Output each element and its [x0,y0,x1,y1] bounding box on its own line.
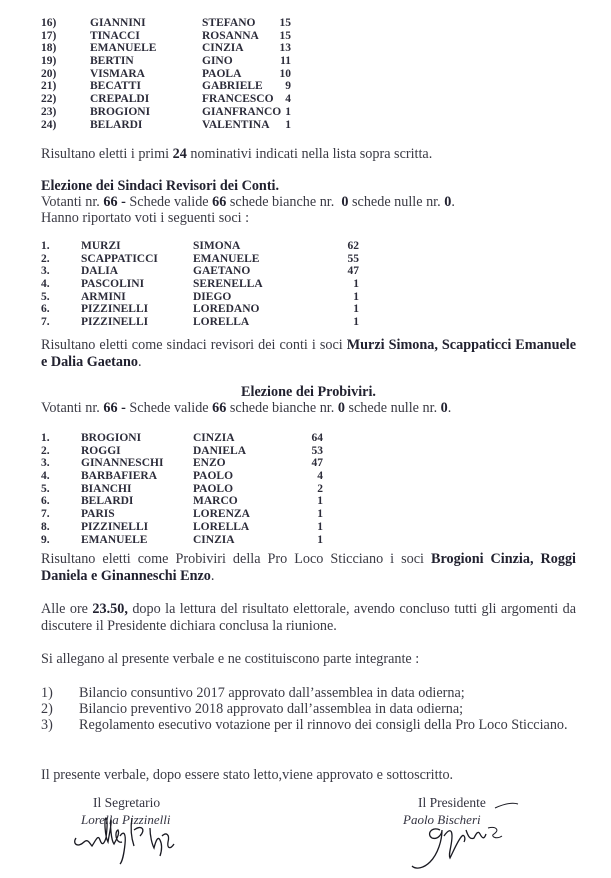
votes-cell: 47 [347,265,359,278]
attachments-intro: Si allegano al presente verbale e ne costituiscono parte integrante : [41,651,420,667]
first-name-cell: MARCO [193,495,238,508]
first-name-cell: GINO [202,55,233,68]
row-number: 1. [41,432,50,444]
votes-cell: 1 [353,278,359,291]
row-number: 3. [41,265,50,278]
surname-cell: BECATTI [90,80,141,93]
votes-cell: 1 [317,495,323,508]
first-name-cell: LORENZA [193,508,250,521]
votes-cell: 4 [317,470,323,483]
surname-cell: PASCOLINI [81,278,145,291]
row-number: 9. [41,533,50,546]
row-number: 2. [41,444,50,457]
first-name-cell: LORELLA [193,316,250,329]
row-number: 2. [41,252,50,265]
revisori-intro: Hanno riportato voti i seguenti soci : [41,210,250,226]
first-name-cell: GABRIELE [202,80,263,93]
votes-cell: 11 [280,55,291,68]
row-number: 18) [41,42,57,55]
revisori-votes-line: Votanti nr. 66 - Schede valide 66 schede bianche nr. 0 schede nulle nr. 0. [41,194,455,210]
document-page: 16) GIANNINI STEFANO 15 17) TINACCI ROSANNA 15 18) EMANUELE CINZIA 13 19) BERTIN GINO 11 20) VISMARA PAOLA 10 21) BECATTI GABRIELE 9 22) CREPALDI FRANCESCO 4 23) BROGIONI GIANFRANCO 1 24) BELARDI VALENTINA 1 Risultano eletti i primi 24 nominativi indicati nella lista sopra scritta. Elezione dei Sindaci Revisori dei Conti. Votanti nr. 66 - Schede valide 66 schede bianche nr. 0 schede nulle nr. 0. Hanno riportato voti i seguenti soci : 1. MURZI SIMONA 62 2. SCAPPATICCI EMANUELE 55 3. DALIA GAETANO 47 4. PASCOLINI SERENELLA 1 5. ARMINI DIEGO 1 6. PIZZINELLI LOREDANO 1 7. PIZZINELLI LORELLA 1 Risultano eletti come sindaci revisori dei conti i soci Murzi Simona, Scappaticci Emanuele e Dalia Gaetano. Elezione dei Probiviri. Votanti nr. 66 - Schede valide 66 schede bianche nr. 0 schede nulle nr. 0. 1. BROGIONI CINZIA 64 2. ROGGI DANIELA 53 3. GINANNESCHI ENZO 47 4. BARBAFIERA PAOLO 4 5. BIANCHI PAOLO 2 6. BELARDI MARCO 1 7. PARIS LORENZA 1 8. PIZZINELLI LORELLA 1 9. EMANUELE CINZIA 1 Risultano eletti come Probiviri della Pro Loco Sticciano i soci Brogioni Cinzia, Roggi Daniela e Ginanneschi Enzo. Alle ore 23.50, dopo la lettura del risultato elettorale, avendo concluso tutti gli argomenti da discutere il Presidente dichiara conclusa la riunione. Si allegano al presente verbale e ne costituiscono parte integrante : 1) Bilancio consuntivo 2017 approvato dall’assemblea in data odierna; 2) Bilancio preventivo 2018 approvato dall’assemblea in data odierna; 3) Regolamento esecutivo votazione per il rinnovo dei consigli della Pro Loco Sticciano. Il presente verbale, dopo essere stato letto,viene approvato e sottoscritto. Il Segretario Lorella Pizzinelli Il Presidente Paolo Bischeri [0,0,611,878]
first-name-cell: SERENELLA [193,278,263,291]
secretary-name: Lorella Pizzinelli [81,812,171,827]
row-number: 19) [41,55,57,68]
row-number: 7. [41,316,50,329]
surname-cell: BERTIN [90,55,134,68]
row-number: 7. [41,508,50,521]
row-number: 3. [41,457,50,470]
surname-cell: CREPALDI [90,93,150,106]
revisori-result-text: Risultano eletti come sindaci revisori dei conti i soci Murzi Simona, Scappaticci Emanuele e Dalia Gaetano. [41,337,576,370]
row-number: 21) [41,80,57,93]
votes-cell: 9 [285,80,291,93]
first-name-cell: PAOLO [193,482,234,495]
probiviri-result-text: Risultano eletti come Probiviri della Pro Loco Sticciano i soci Brogioni Cinzia, Roggi Daniela e Ginanneschi Enzo. [41,551,576,584]
surname-cell: DALIA [81,265,119,278]
row-number: 17) [41,29,57,42]
first-name-cell: GIANFRANCO [202,105,282,118]
first-name-cell: PAOLA [202,67,242,80]
surname-cell: PIZZINELLI [81,303,149,316]
row-number: 6. [41,495,50,508]
first-name-cell: GAETANO [193,265,251,278]
first-name-cell: DANIELA [193,444,247,457]
president-title: Il Presidente [418,795,486,810]
votes-cell: 55 [347,252,359,265]
votes-cell: 1 [353,290,359,303]
approval-text: Il presente verbale, dopo essere stato letto,viene approvato e sottoscritto. [41,767,454,783]
votes-cell: 64 [311,432,323,444]
first-name-cell: PAOLO [193,470,234,483]
votes-cell: 4 [285,93,291,106]
first-name-cell: FRANCESCO [202,93,274,106]
votes-cell: 10 [279,67,291,80]
probiviri-votes-line: Votanti nr. 66 - Schede valide 66 schede bianche nr. 0 schede nulle nr. 0. [41,400,452,416]
surname-cell: BARBAFIERA [81,470,158,483]
first-name-cell: ENZO [193,457,226,470]
first-name-cell: ROSANNA [202,29,259,42]
first-name-cell: CINZIA [202,42,244,55]
surname-cell: TINACCI [90,29,140,42]
row-number: 6. [41,303,50,316]
votes-cell: 13 [279,42,291,55]
votes-cell: 1 [317,533,323,546]
row-number: 20) [41,67,57,80]
first-name-cell: VALENTINA [202,118,270,131]
votes-cell: 1 [285,105,291,118]
president-name: Paolo Bischeri [403,812,481,827]
votes-cell: 1 [317,508,323,521]
surname-cell: EMANUELE [90,42,157,55]
surname-cell: ARMINI [81,290,126,303]
surname-cell: EMANUELE [81,533,148,546]
first-name-cell: CINZIA [193,533,235,546]
revisori-heading: Elezione dei Sindaci Revisori dei Conti. [41,178,280,194]
votes-cell: 47 [311,457,323,470]
surname-cell: BROGIONI [90,105,151,118]
first-name-cell: SIMONA [193,240,241,252]
surname-cell: ROGGI [81,444,121,457]
row-number: 5. [41,482,50,495]
row-number: 5. [41,290,50,303]
votes-cell: 2 [317,482,323,495]
surname-cell: BIANCHI [81,482,132,495]
row-number: 8. [41,520,50,533]
votes-cell: 62 [347,240,359,252]
secretary-signature [70,800,190,870]
closing-text: Alle ore 23.50, dopo la lettura del risultato elettorale, avendo concluso tutti gli argomenti da discutere il Presidente dichiara conclusa la riunione. [41,601,576,634]
surname-cell: PIZZINELLI [81,316,149,329]
first-name-cell: EMANUELE [193,252,260,265]
secretary-title: Il Segretario [93,795,161,810]
surname-cell: SCAPPATICCI [81,252,158,265]
row-number: 24) [41,118,57,131]
surname-cell: PARIS [81,508,115,521]
first-name-cell: LORELLA [193,520,250,533]
council-result-text: Risultano eletti i primi 24 nominativi indicati nella lista sopra scritta. [41,146,433,162]
surname-cell: VISMARA [90,67,145,80]
surname-cell: PIZZINELLI [81,520,149,533]
row-number: 4. [41,470,50,483]
votes-cell: 1 [317,520,323,533]
row-number: 1. [41,240,50,252]
votes-cell: 1 [353,316,359,329]
first-name-cell: STEFANO [202,17,256,29]
first-name-cell: CINZIA [193,432,235,444]
votes-cell: 1 [285,118,291,131]
probiviri-heading: Elezione dei Probiviri. [241,384,376,400]
president-signature [400,800,520,875]
votes-cell: 53 [311,444,323,457]
surname-cell: GIANNINI [90,17,146,29]
votes-cell: 1 [353,303,359,316]
row-number: 22) [41,93,57,106]
surname-cell: BELARDI [81,495,134,508]
votes-cell: 15 [279,29,291,42]
surname-cell: MURZI [81,240,121,252]
surname-cell: GINANNESCHI [81,457,164,470]
votes-cell: 15 [279,17,291,29]
row-number: 4. [41,278,50,291]
first-name-cell: LOREDANO [193,303,260,316]
first-name-cell: DIEGO [193,290,232,303]
surname-cell: BELARDI [90,118,143,131]
row-number: 16) [41,17,57,29]
surname-cell: BROGIONI [81,432,142,444]
row-number: 23) [41,105,57,118]
